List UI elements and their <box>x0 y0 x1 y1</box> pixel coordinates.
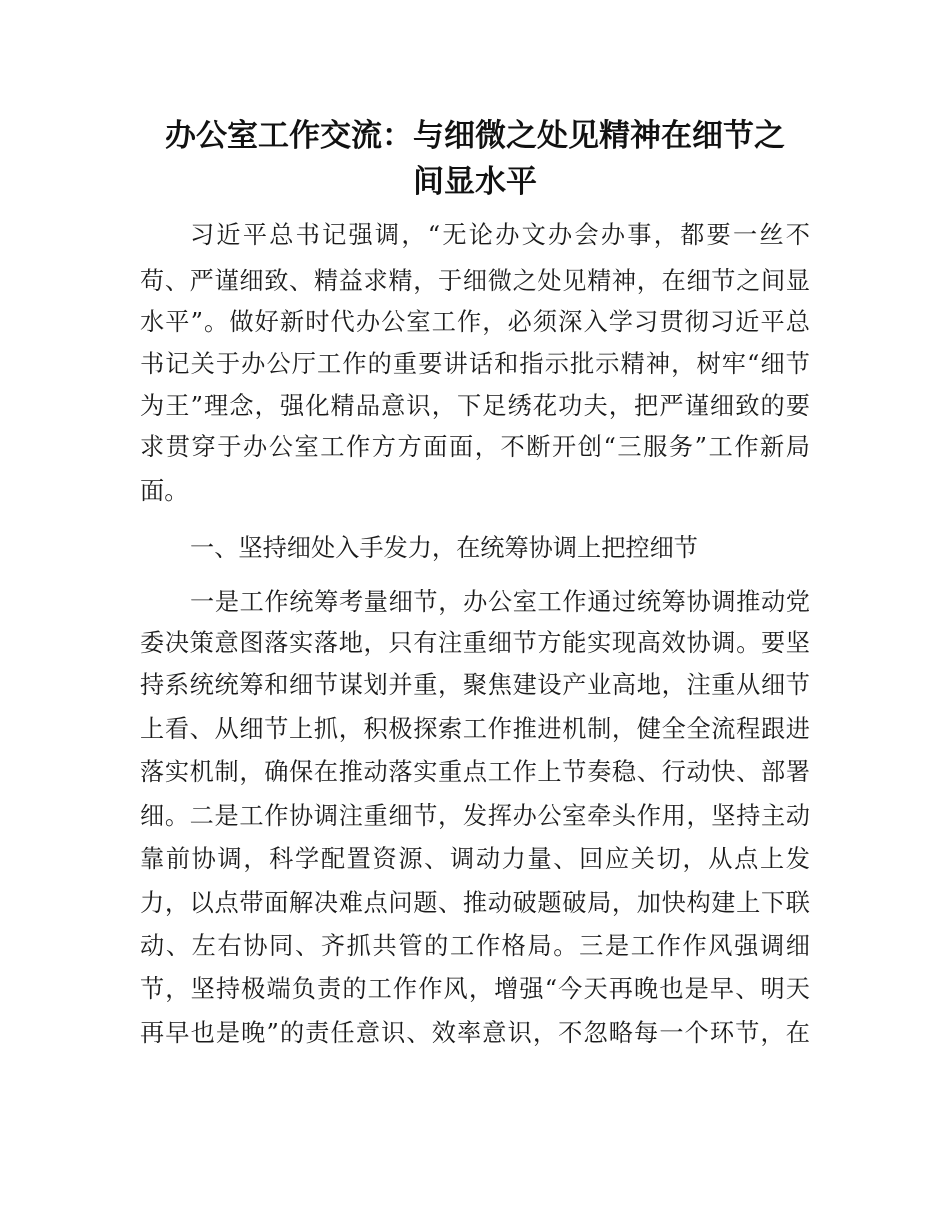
paragraph-1-line: 水平”。做好新时代办公室工作，必须深入学习贯彻习近平总 <box>140 308 810 336</box>
paragraph-2-line: 再早也是晚”的责任意识、效率意识，不忽略每一个环节，在 <box>140 1019 810 1047</box>
document-title-line-1: 办公室工作交流：与细微之处见精神在细节之 <box>165 118 785 154</box>
paragraph-2-line: 节，坚持极端负责的工作作风，增强“今天再晚也是早、明天 <box>140 975 810 1003</box>
paragraph-1-line: 苟、严谨细致、精益求精，于细微之处见精神，在细节之间显 <box>140 267 810 295</box>
paragraph-2-line: 动、左右协同、齐抓共管的工作格局。三是工作作风强调细 <box>140 932 810 960</box>
paragraph-1-line: 为王”理念，强化精品意识，下足绣花功夫，把严谨细致的要 <box>140 392 810 420</box>
paragraph-2-line: 持系统统筹和细节谋划并重，聚焦建设产业高地，注重从细节 <box>140 671 810 699</box>
paragraph-1-line: 求贯穿于办公室工作方方面面，不断开创“三服务”工作新局 <box>140 433 810 461</box>
paragraph-2-line: 委决策意图落实落地，只有注重细节方能实现高效协调。要坚 <box>140 629 810 657</box>
paragraph-2-line: 靠前协调，科学配置资源、调动力量、回应关切，从点上发 <box>140 845 810 873</box>
document-body <box>140 0 810 1230</box>
paragraph-2-line: 细。二是工作协调注重细节，发挥办公室牵头作用，坚持主动 <box>140 802 810 830</box>
paragraph-1-line: 书记关于办公厅工作的重要讲话和指示批示精神，树牢“细节 <box>140 350 810 378</box>
section-heading-1: 一、坚持细处入手发力，在统筹协调上把控细节 <box>190 534 698 562</box>
paragraph-1-line: 面。 <box>140 477 189 505</box>
paragraph-1-line: 习近平总书记强调，“无论办文办会办事，都要一丝不 <box>190 221 810 249</box>
paragraph-2-line: 力，以点带面解决难点问题、推动破题破局，加快构建上下联 <box>140 889 810 917</box>
paragraph-2-line: 一是工作统筹考量细节，办公室工作通过统筹协调推动党 <box>190 588 810 616</box>
paragraph-2-line: 上看、从细节上抓，积极探索工作推进机制，健全全流程跟进 <box>140 715 810 743</box>
paragraph-2-line: 落实机制，确保在推动落实重点工作上节奏稳、行动快、部署 <box>140 758 810 786</box>
document-title-line-2: 间显水平 <box>413 164 537 200</box>
